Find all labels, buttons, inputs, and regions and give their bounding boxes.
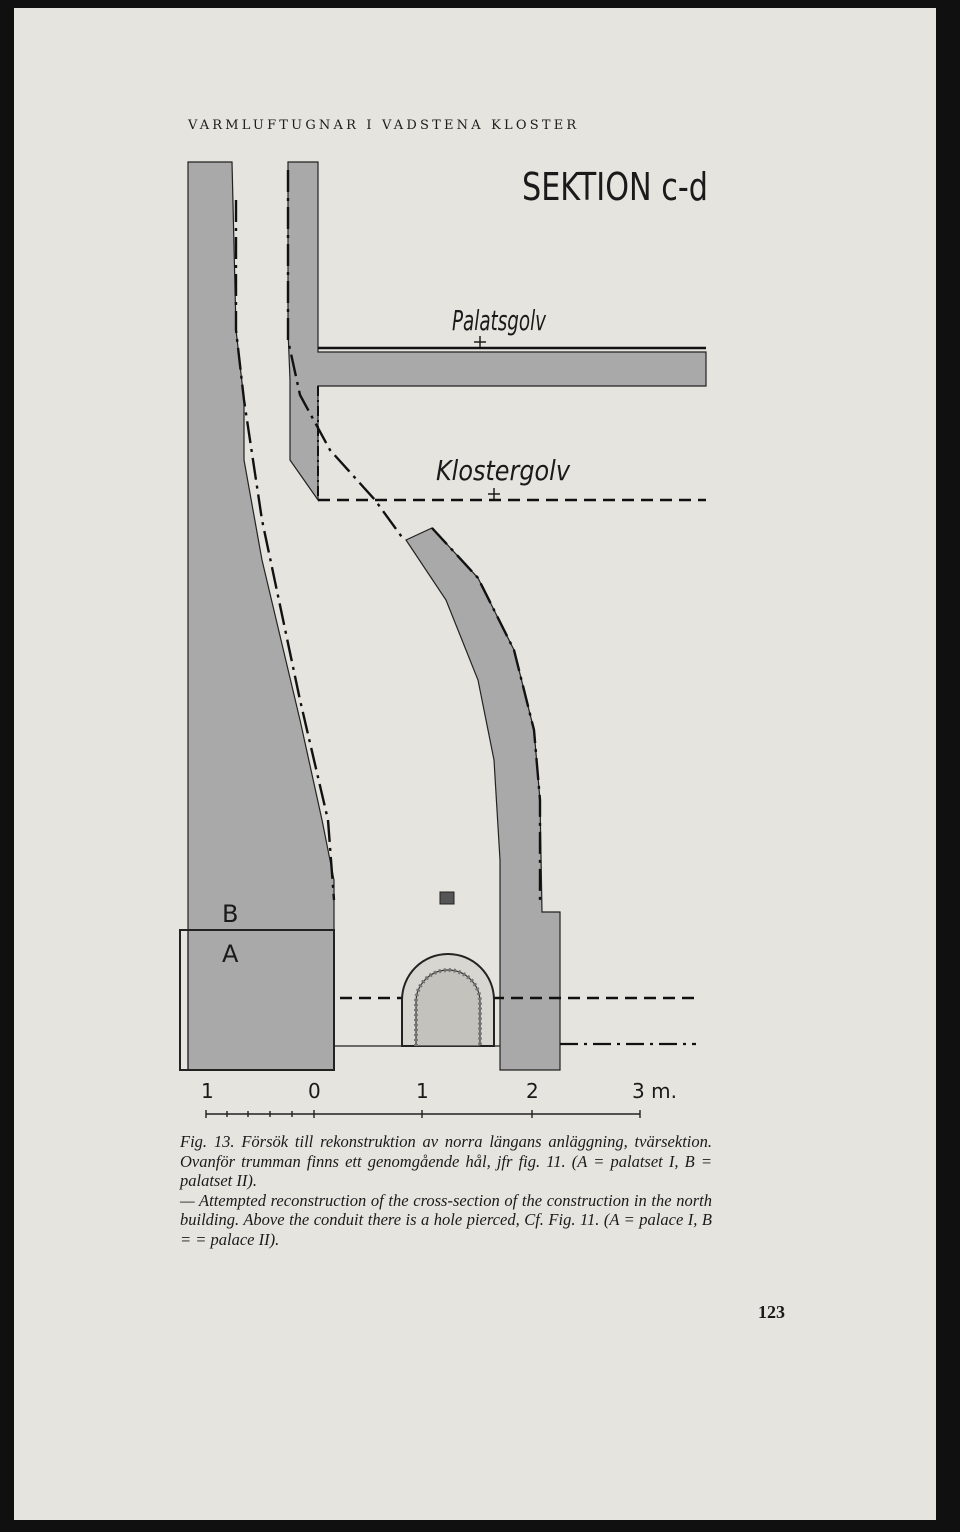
conduit-arch xyxy=(402,954,494,1046)
monastery-floor-label: Klostergolv xyxy=(436,454,571,487)
figure-caption xyxy=(180,1132,712,1249)
pierced-hole xyxy=(440,892,454,904)
label-a: A xyxy=(222,940,239,968)
scale-label-left-1: 1 xyxy=(201,1079,214,1103)
palace-floor-marker xyxy=(474,336,486,348)
section-title: SEKTION c-d xyxy=(522,165,708,209)
page-number: 123 xyxy=(758,1302,785,1322)
scale-bar xyxy=(206,1110,640,1118)
palace-floor-label: Palatsgolv xyxy=(452,304,547,337)
caption-english: — Attempted reconstruction of the cross-section of the construction in the north building. Above the conduit there is a hole pierced, Cf. Fig. 11. (A = palace I, B = = palace II). xyxy=(180,1190,712,1249)
monastery-floor-marker xyxy=(488,488,500,500)
scale-label-3m: 3 m. xyxy=(632,1079,677,1103)
running-header: VARMLUFTUGNAR I VADSTENA KLOSTER xyxy=(188,118,580,133)
scale-label-2: 2 xyxy=(526,1079,539,1103)
caption-swedish: Fig. 13. Försök till rekonstruktion av norra längans anläggning, tvärsektion. Ovanför trumman finns ett genomgående hål, jfr fig. 11. (A = palatset I, B = palatset II). xyxy=(180,1132,712,1190)
scale-label-0: 0 xyxy=(308,1079,321,1103)
scale-label-1: 1 xyxy=(416,1079,429,1103)
label-b: B xyxy=(222,900,239,928)
